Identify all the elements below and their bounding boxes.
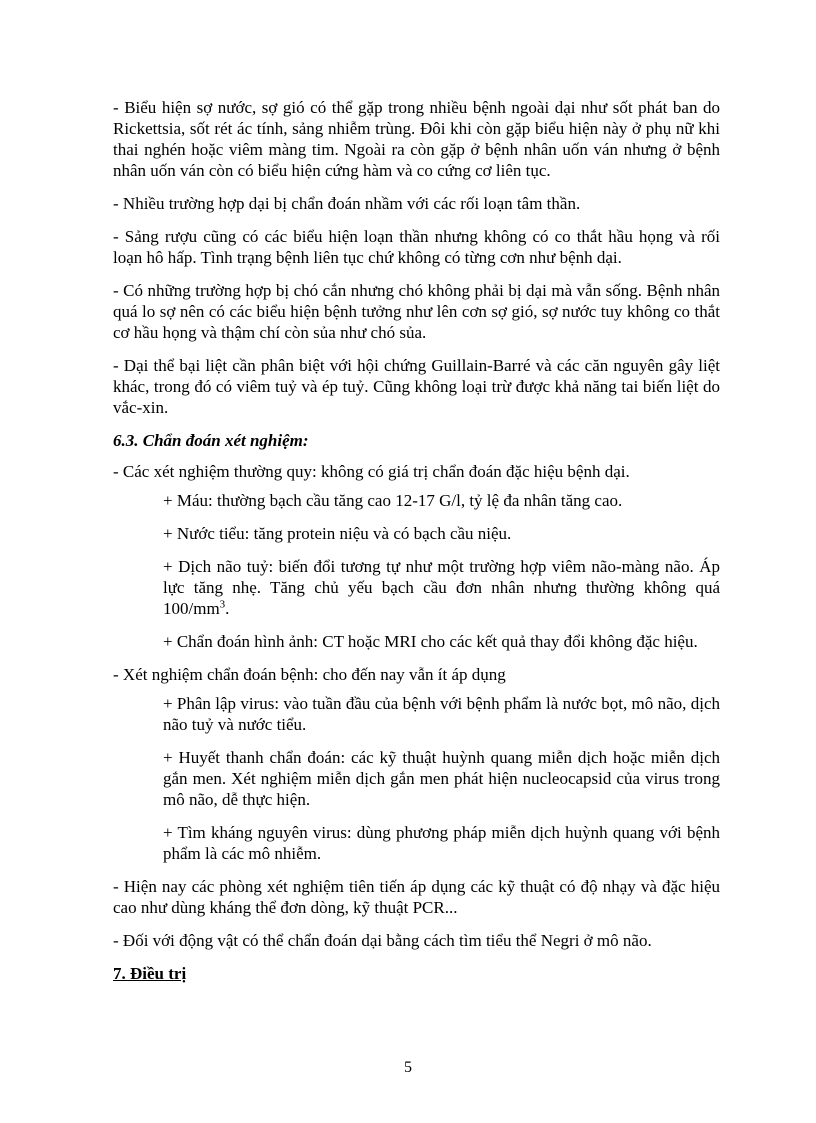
csf-text: + Dịch não tuỷ: biến đổi tương tự như một trường hợp viêm não-màng não. Áp lực tăng nhẹ. Tăng chủ yếu bạch cầu đơn nhân nhưng thường không quá 100/mm bbox=[163, 557, 720, 618]
section-heading-treatment: 7. Điều trị bbox=[113, 964, 187, 983]
diagnostic-tests-intro: - Xét nghiệm chẩn đoán bệnh: cho đến nay vẫn ít áp dụng bbox=[113, 665, 506, 684]
paragraph-dog-bite-anxiety: - Có những trường hợp bị chó cắn nhưng chó không phải bị dại mà vẫn sống. Bệnh nhân quá lo sợ nên có các biểu hiện bệnh tưởng như lên cơn sợ gió, sợ nước tuy không co thắt cơ hầu họng và thậm chí còn sủa như chó sủa. bbox=[113, 281, 720, 342]
paragraph-psychiatric-misdiagnosis: - Nhiều trường hợp dại bị chẩn đoán nhầm với các rối loạn tâm thần. bbox=[113, 194, 581, 213]
paragraph-animal-diagnosis: - Đối với động vật có thể chẩn đoán dại bằng cách tìm tiểu thể Negri ở mô não. bbox=[113, 931, 652, 950]
diag-item-antigen-detection: + Tìm kháng nguyên virus: dùng phương pháp miễn dịch huỳnh quang với bệnh phẩm là các mô nhiễm. bbox=[163, 823, 720, 863]
diag-item-virus-isolation: + Phân lập virus: vào tuần đầu của bệnh với bệnh phẩm là nước bọt, mô não, dịch não tuỷ và nước tiểu. bbox=[163, 694, 720, 734]
section-heading-lab-diagnosis: 6.3. Chẩn đoán xét nghiệm: bbox=[113, 431, 309, 450]
routine-item-urine: + Nước tiểu: tăng protein niệu và có bạch cầu niệu. bbox=[163, 524, 512, 543]
paragraph-paralytic-rabies: - Dại thể bại liệt cần phân biệt với hội chứng Guillain-Barré và các căn nguyên gây liệt khác, trong đó có viêm tuỷ và ép tuỷ. Cũng không loại trừ được khả năng tai biến liệt do vắc-xin. bbox=[113, 356, 720, 417]
routine-item-csf bbox=[163, 556, 720, 619]
page-content bbox=[113, 97, 720, 984]
paragraph-modern-labs: - Hiện nay các phòng xét nghiệm tiên tiến áp dụng các kỹ thuật có độ nhạy và đặc hiệu cao như dùng kháng thể đơn dòng, kỹ thuật PCR... bbox=[113, 877, 720, 917]
paragraph-hydrophobia-differential: - Biểu hiện sợ nước, sợ gió có thể gặp trong nhiều bệnh ngoài dại như sốt phát ban do Rickettsia, sốt rét ác tính, sảng nhiễm trùng. Đôi khi còn gặp biểu hiện này ở phụ nữ khi thai nghén hoặc viêm màng tim. Ngoài ra còn gặp ở bệnh nhân uốn ván nhưng ở bệnh nhân uốn ván còn có biểu hiện cứng hàm và co cứng cơ liên tục. bbox=[113, 98, 720, 180]
routine-item-blood: + Máu: thường bạch cầu tăng cao 12-17 G/l, tỷ lệ đa nhân tăng cao. bbox=[163, 491, 623, 510]
paragraph-alcohol-delirium: - Sảng rượu cũng có các biểu hiện loạn thần nhưng không có co thắt hầu họng và rối loạn hô hấp. Tình trạng bệnh liên tục chứ không có từng cơn như bệnh dại. bbox=[113, 227, 720, 267]
routine-item-imaging: + Chẩn đoán hình ảnh: CT hoặc MRI cho các kết quả thay đổi không đặc hiệu. bbox=[163, 632, 698, 651]
csf-end: . bbox=[225, 599, 230, 618]
diag-item-serology: + Huyết thanh chẩn đoán: các kỹ thuật huỳnh quang miễn dịch hoặc miễn dịch gắn men. Xét nghiệm miễn dịch gắn men phát hiện nucleocapsid của virus trong mô não, dễ thực hiện. bbox=[163, 748, 720, 809]
routine-tests-intro: - Các xét nghiệm thường quy: không có giá trị chẩn đoán đặc hiệu bệnh dại. bbox=[113, 462, 630, 481]
csf-superscript: 3 bbox=[219, 598, 226, 611]
page-number: 5 bbox=[404, 1059, 412, 1076]
